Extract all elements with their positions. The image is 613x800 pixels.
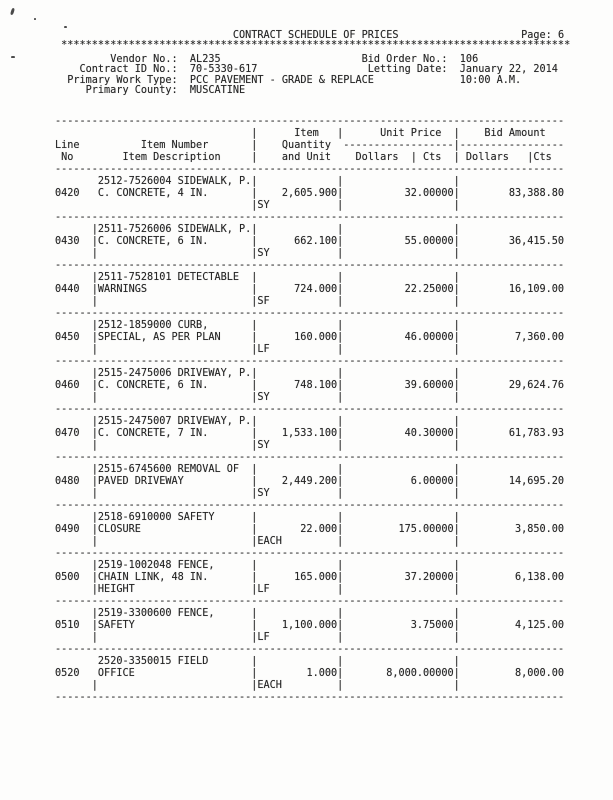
- column-divider: |: [251, 272, 258, 283]
- line-number: 0420: [55, 188, 80, 199]
- unit-of-measure: LF: [257, 344, 270, 355]
- column-divider: |: [337, 620, 344, 631]
- column-divider: |: [453, 476, 460, 487]
- line-number: 0510: [55, 620, 80, 631]
- column-divider: |: [453, 608, 460, 619]
- column-divider: |: [251, 656, 258, 667]
- line-number: 0520: [55, 668, 80, 679]
- dashed-line: -----------------------------------------------------------------------------------: [55, 260, 565, 271]
- item-number-description: 2519-1002048 FENCE,: [97, 560, 215, 571]
- column-divider: |: [91, 272, 98, 283]
- column-divider: |: [91, 344, 98, 355]
- column-divider: |: [337, 536, 344, 547]
- column-divider: |: [453, 392, 460, 403]
- unit-of-measure: SY: [257, 440, 270, 451]
- column-divider: |: [453, 248, 460, 259]
- column-divider: |: [453, 224, 460, 235]
- column-divider: |: [251, 248, 258, 259]
- column-divider: |: [251, 188, 258, 199]
- column-divider: |: [251, 284, 258, 295]
- column-divider: |: [337, 584, 344, 595]
- column-divider: |: [91, 284, 98, 295]
- field-label: Primary County:: [85, 84, 178, 96]
- line-number: 0460: [55, 380, 80, 391]
- column-divider: |: [337, 248, 344, 259]
- dashed-line: -----------------------------------------------------------------------------------: [55, 500, 565, 511]
- field-label: Contract ID No.:: [79, 64, 178, 76]
- unit-price: 32.00000: [404, 188, 454, 199]
- dashed-line: -----------------------------------------------------------------------------------: [55, 692, 565, 703]
- column-divider: |: [251, 680, 258, 691]
- column-divider: |: [453, 200, 460, 211]
- column-divider: |: [337, 224, 344, 235]
- column-divider: |: [91, 488, 98, 499]
- item-number-description: 2512-7526004 SIDEWALK, P.: [97, 176, 252, 187]
- column-divider: |: [453, 128, 460, 139]
- column-divider: |: [337, 632, 344, 643]
- column-divider: |: [453, 668, 460, 679]
- column-divider: |: [337, 476, 344, 487]
- col-header-dollars: Dollars: [355, 152, 399, 163]
- column-divider: |: [91, 380, 98, 391]
- column-divider: |: [337, 608, 344, 619]
- column-divider: |: [453, 332, 460, 343]
- column-divider: |: [453, 560, 460, 571]
- unit-of-measure: SF: [257, 296, 270, 307]
- unit-price: 8,000.00000: [386, 668, 454, 679]
- column-divider: |: [453, 272, 460, 283]
- item-description: C. CONCRETE, 6 IN.: [97, 236, 209, 247]
- column-divider: |: [337, 368, 344, 379]
- unit-of-measure: SY: [257, 200, 270, 211]
- column-divider: |: [527, 152, 534, 163]
- line-number: 0490: [55, 524, 80, 535]
- field-label: Vendor No.:: [110, 53, 178, 65]
- column-divider: |: [337, 428, 344, 439]
- column-divider: |: [251, 476, 258, 487]
- bid-amount: 16,109.00: [508, 284, 565, 295]
- column-divider: |: [251, 620, 258, 631]
- column-divider: |: [251, 344, 258, 355]
- line-number: 0480: [55, 476, 80, 487]
- dashed-line: -----------------------------------------------------------------------------------: [55, 116, 565, 127]
- document-header: [55, 31, 613, 96]
- item-number-description: 2515-2475006 DRIVEWAY, P.: [97, 368, 252, 379]
- unit-price: 55.00000: [404, 236, 454, 247]
- column-divider: |: [91, 620, 98, 631]
- asterisk-separator: [55, 41, 613, 51]
- column-divider: |: [337, 320, 344, 331]
- column-divider: |: [337, 272, 344, 283]
- letting-date-value: January 22, 2014: [459, 64, 558, 76]
- line-number: 0450: [55, 332, 80, 343]
- unit-price: 6.00000: [410, 476, 454, 487]
- unit-of-measure: LF: [257, 584, 270, 595]
- column-divider: |: [453, 320, 460, 331]
- column-divider: |: [91, 584, 98, 595]
- item-description: WARNINGS: [97, 284, 147, 295]
- item-description: C. CONCRETE, 4 IN.: [97, 188, 209, 199]
- quantity: 1,533.100: [281, 428, 338, 439]
- column-divider: |: [251, 584, 258, 595]
- bid-amount: 7,360.00: [514, 332, 565, 343]
- column-divider: |: [251, 236, 258, 247]
- column-divider: |: [453, 380, 460, 391]
- column-divider: |: [337, 560, 344, 571]
- column-divider: |: [337, 464, 344, 475]
- column-divider: |: [337, 380, 344, 391]
- item-description: SPECIAL, AS PER PLAN: [97, 332, 221, 343]
- dashed-line: -----------------: [459, 140, 565, 151]
- column-divider: |: [453, 524, 460, 535]
- col-header-quantity: Quantity: [281, 140, 331, 151]
- column-divider: |: [337, 488, 344, 499]
- item-number-description: 2515-2475007 DRIVEWAY, P.: [97, 416, 252, 427]
- column-divider: |: [453, 140, 460, 151]
- column-divider: |: [91, 464, 98, 475]
- column-divider: |: [453, 368, 460, 379]
- unit-of-measure: EACH: [257, 536, 282, 547]
- column-divider: |: [251, 200, 258, 211]
- quantity: 2,605.900: [281, 188, 338, 199]
- contract-id-value: 70-5330-617: [189, 64, 258, 76]
- item-description: SAFETY: [97, 620, 135, 631]
- quantity: 1,100.000: [281, 620, 338, 631]
- column-divider: |: [410, 152, 417, 163]
- item-description: C. CONCRETE, 7 IN.: [97, 428, 209, 439]
- bid-amount: 3,850.00: [514, 524, 565, 535]
- column-divider: |: [453, 344, 460, 355]
- quantity: 165.000: [294, 572, 338, 583]
- column-divider: |: [251, 428, 258, 439]
- quantity: 22.000: [300, 524, 338, 535]
- column-divider: |: [251, 392, 258, 403]
- line-number: 0500: [55, 572, 80, 583]
- column-divider: |: [91, 512, 98, 523]
- column-divider: |: [337, 176, 344, 187]
- column-divider: |: [91, 524, 98, 535]
- col-header-item-description: Item Description: [122, 152, 221, 163]
- column-divider: |: [453, 176, 460, 187]
- unit-of-measure: SY: [257, 248, 270, 259]
- item-number-description: 2518-6910000 SAFETY: [97, 512, 215, 523]
- column-divider: |: [337, 680, 344, 691]
- field-label: Primary Work Type:: [67, 74, 178, 86]
- column-divider: |: [91, 428, 98, 439]
- bid-amount: 4,125.00: [514, 620, 565, 631]
- bid-amount: 36,415.50: [508, 236, 565, 247]
- bid-amount: 83,388.80: [508, 188, 565, 199]
- column-divider: |: [251, 632, 258, 643]
- scan-artifact: [64, 26, 67, 28]
- scan-artifact: [34, 18, 36, 20]
- column-divider: |: [453, 584, 460, 595]
- column-divider: |: [251, 572, 258, 583]
- column-divider: |: [91, 224, 98, 235]
- column-divider: |: [453, 440, 460, 451]
- item-description: CLOSURE: [97, 524, 141, 535]
- column-divider: |: [453, 284, 460, 295]
- quantity: 2,449.200: [281, 476, 338, 487]
- column-divider: |: [337, 332, 344, 343]
- letting-time-value: 10:00 A.M.: [459, 74, 522, 86]
- column-divider: |: [453, 620, 460, 631]
- contract-info-block: [55, 55, 613, 97]
- column-divider: |: [91, 368, 98, 379]
- unit-of-measure: SY: [257, 488, 270, 499]
- unit-price: 46.00000: [404, 332, 454, 343]
- column-divider: |: [251, 536, 258, 547]
- column-divider: |: [91, 572, 98, 583]
- column-divider: |: [91, 608, 98, 619]
- column-divider: |: [91, 320, 98, 331]
- unit-of-measure: LF: [257, 632, 270, 643]
- line-number: 0430: [55, 236, 80, 247]
- dashed-line: -----------------------------------------------------------------------------------: [55, 452, 565, 463]
- col-header-cts: Cts: [423, 152, 442, 163]
- unit-price: 175.00000: [398, 524, 454, 535]
- column-divider: |: [453, 152, 460, 163]
- column-divider: |: [251, 332, 258, 343]
- quantity: 748.100: [294, 380, 338, 391]
- quantity: 160.000: [294, 332, 338, 343]
- column-divider: |: [337, 524, 344, 535]
- bid-amount: 61,783.93: [508, 428, 565, 439]
- column-divider: |: [453, 680, 460, 691]
- unit-price: 22.25000: [404, 284, 454, 295]
- column-divider: |: [337, 512, 344, 523]
- column-divider: |: [337, 284, 344, 295]
- item-number-description: 2515-6745600 REMOVAL OF: [97, 464, 239, 475]
- line-number: 0440: [55, 284, 80, 295]
- column-divider: |: [251, 176, 258, 187]
- field-label: Bid Order No.:: [361, 53, 448, 65]
- column-divider: |: [453, 488, 460, 499]
- column-divider: |: [337, 440, 344, 451]
- column-divider: |: [337, 572, 344, 583]
- column-divider: |: [91, 248, 98, 259]
- scan-artifact: [10, 8, 15, 16]
- column-divider: |: [251, 524, 258, 535]
- column-divider: |: [251, 128, 258, 139]
- quantity: 1.000: [306, 668, 338, 679]
- column-divider: |: [453, 188, 460, 199]
- col-header-bid-amount: Bid Amount: [484, 128, 546, 139]
- dashed-line: -----------------------------------------------------------------------------------: [55, 356, 565, 367]
- column-divider: |: [251, 152, 258, 163]
- column-divider: |: [453, 572, 460, 583]
- item-description: OFFICE: [97, 668, 135, 679]
- col-header-cts: Cts: [533, 152, 552, 163]
- page-number: 6: [557, 30, 565, 41]
- column-divider: |: [251, 668, 258, 679]
- col-header-no: No: [61, 152, 74, 163]
- info-line-county: [55, 86, 613, 96]
- line-number: 0470: [55, 428, 80, 439]
- item-description: CHAIN LINK, 48 IN.: [97, 572, 209, 583]
- vendor-number-value: AL235: [189, 53, 221, 65]
- column-divider: |: [453, 656, 460, 667]
- column-divider: |: [453, 464, 460, 475]
- column-divider: |: [251, 380, 258, 391]
- column-divider: |: [91, 476, 98, 487]
- column-divider: |: [337, 668, 344, 679]
- column-divider: |: [251, 488, 258, 499]
- bid-amount: 8,000.00: [514, 668, 565, 679]
- work-type-value: PCC PAVEMENT - GRADE & REPLACE: [189, 74, 374, 86]
- column-divider: |: [91, 560, 98, 571]
- column-divider: |: [453, 536, 460, 547]
- column-divider: |: [91, 536, 98, 547]
- column-divider: |: [91, 332, 98, 343]
- column-divider: |: [337, 236, 344, 247]
- column-divider: |: [251, 224, 258, 235]
- column-divider: |: [337, 188, 344, 199]
- item-number-description: 2520-3350015 FIELD: [97, 656, 209, 667]
- column-divider: |: [91, 392, 98, 403]
- column-divider: |: [453, 236, 460, 247]
- column-divider: |: [337, 392, 344, 403]
- item-number-description: 2511-7528101 DETECTABLE: [97, 272, 239, 283]
- column-divider: |: [453, 428, 460, 439]
- column-divider: |: [251, 440, 258, 451]
- item-number-description: 2511-7526006 SIDEWALK, P.: [97, 224, 252, 235]
- column-divider: |: [251, 464, 258, 475]
- item-description: C. CONCRETE, 6 IN.: [97, 380, 209, 391]
- column-divider: |: [337, 416, 344, 427]
- column-divider: |: [251, 560, 258, 571]
- page-label: Page:: [521, 30, 552, 41]
- dashed-line: -----------------------------------------------------------------------------------: [55, 644, 565, 655]
- column-divider: |: [453, 512, 460, 523]
- scan-artifact: [11, 56, 15, 58]
- bid-order-number-value: 106: [459, 53, 479, 65]
- bid-amount: 6,138.00: [514, 572, 565, 583]
- unit-price: 40.30000: [404, 428, 454, 439]
- column-divider: |: [337, 656, 344, 667]
- col-header-item: Item: [294, 128, 319, 139]
- column-divider: |: [251, 140, 258, 151]
- column-divider: |: [337, 344, 344, 355]
- column-divider: |: [91, 680, 98, 691]
- column-divider: |: [91, 440, 98, 451]
- column-divider: |: [251, 416, 258, 427]
- page-title: CONTRACT SCHEDULE OF PRICES: [232, 30, 399, 41]
- dashed-line: -----------------------------------------------------------------------------------: [55, 548, 565, 559]
- quantity: 662.100: [294, 236, 338, 247]
- column-divider: |: [251, 608, 258, 619]
- dashed-line: -----------------------------------------------------------------------------------: [55, 212, 565, 223]
- column-divider: |: [453, 416, 460, 427]
- item-description: HEIGHT: [97, 584, 135, 595]
- unit-of-measure: SY: [257, 392, 270, 403]
- column-divider: |: [337, 200, 344, 211]
- column-divider: |: [337, 128, 344, 139]
- item-number-description: 2512-1859000 CURB,: [97, 320, 209, 331]
- item-description: PAVED DRIVEWAY: [97, 476, 184, 487]
- bid-amount: 29,624.76: [508, 380, 565, 391]
- column-divider: |: [91, 296, 98, 307]
- unit-price: 39.60000: [404, 380, 454, 391]
- unit-price: 3.75000: [410, 620, 454, 631]
- col-header-and-unit: and Unit: [281, 152, 331, 163]
- col-header-line: Line: [55, 140, 80, 151]
- column-divider: |: [453, 296, 460, 307]
- field-label: Letting Date:: [367, 64, 448, 76]
- col-header-unit-price: Unit Price: [380, 128, 442, 139]
- dashed-line: -----------------------------------------------------------------------------------: [55, 164, 565, 175]
- unit-of-measure: EACH: [257, 680, 282, 691]
- info-line-contract-id: [55, 65, 613, 75]
- column-divider: |: [251, 368, 258, 379]
- dashed-line: -----------------------------------------------------------------------------------: [55, 596, 565, 607]
- column-divider: |: [337, 296, 344, 307]
- dashed-line: ------------------: [343, 140, 454, 151]
- col-header-dollars: Dollars: [465, 152, 509, 163]
- item-number-description: 2519-3300600 FENCE,: [97, 608, 215, 619]
- column-divider: |: [91, 236, 98, 247]
- quantity: 724.000: [294, 284, 338, 295]
- separator-line: ***********************************************************************************: [61, 40, 571, 52]
- col-header-item-number: Item Number: [140, 140, 209, 151]
- dashed-line: -----------------------------------------------------------------------------------: [55, 404, 565, 415]
- unit-price: 37.20000: [404, 572, 454, 583]
- column-divider: |: [251, 296, 258, 307]
- column-divider: |: [251, 512, 258, 523]
- dashed-line: -----------------------------------------------------------------------------------: [55, 308, 565, 319]
- column-divider: |: [91, 416, 98, 427]
- bid-amount: 14,695.20: [508, 476, 565, 487]
- column-divider: |: [251, 320, 258, 331]
- primary-county-value: MUSCATINE: [189, 84, 246, 96]
- column-divider: |: [453, 632, 460, 643]
- column-divider: |: [91, 632, 98, 643]
